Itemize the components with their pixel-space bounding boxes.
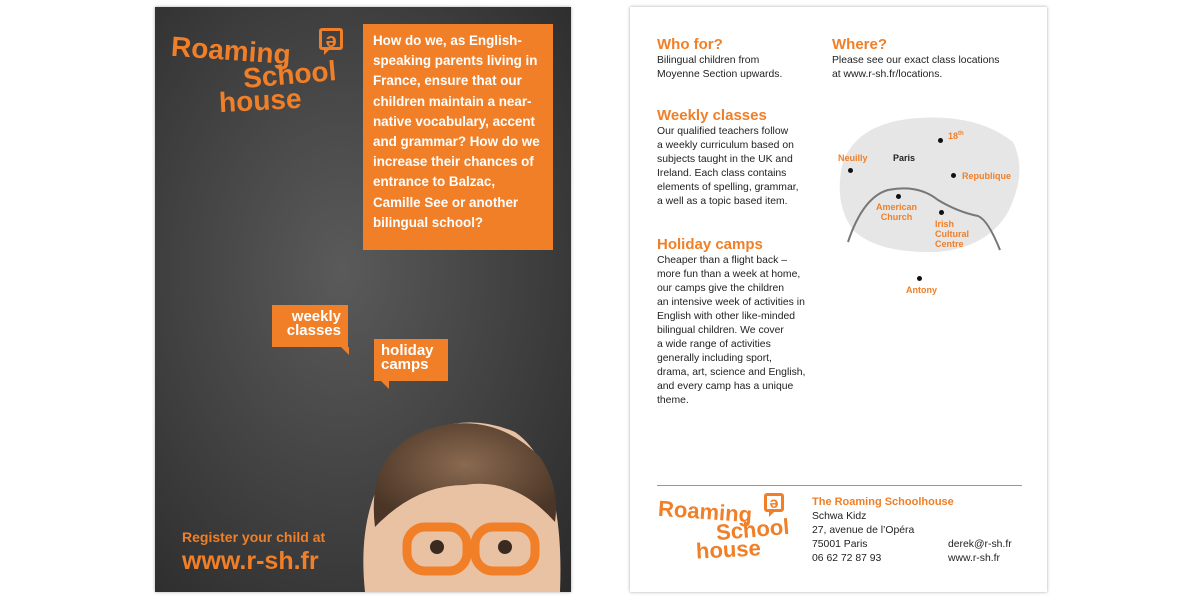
map-marker-18th [938, 138, 943, 143]
map-label-18th: 18th [948, 131, 964, 141]
bubble-holiday-line1: holiday [381, 342, 434, 359]
bubble-holiday-line2: camps [381, 356, 429, 373]
contact-address: Schwa Kidz 27, avenue de l’Opéra 75001 Paris 06 62 72 87 93 [812, 511, 915, 564]
map-label-neuilly: Neuilly [838, 153, 868, 163]
map-label-paris: Paris [893, 153, 916, 163]
contact-email[interactable]: derek@r-sh.fr [948, 539, 1012, 550]
where-text: Please see our exact class locations at www.r-sh.fr/locations. [832, 55, 1000, 80]
bubble-weekly-classes [272, 305, 348, 347]
website-link[interactable]: www.r-sh.fr [182, 547, 319, 575]
contact-web[interactable]: www.r-sh.fr [948, 553, 1000, 564]
logo-schwa-icon: ə [319, 28, 343, 50]
heading-weekly-classes: Weekly classes [657, 107, 767, 124]
paris-map [828, 112, 1028, 257]
logo-word-house: house [218, 82, 303, 119]
logo-word-roaming: Roaming [170, 30, 292, 71]
logo-word-roaming: Roaming [657, 495, 753, 528]
boy-photo [345, 407, 571, 592]
bubble-weekly-line1: weekly [291, 308, 341, 325]
map-label-irish-centre: Irish Cultural Centre [935, 219, 970, 249]
register-text: Register your child at [182, 529, 326, 545]
bubble-weekly-line2: classes [286, 322, 341, 339]
map-marker-american-church [896, 194, 901, 199]
weekly-classes-text: Our qualified teachers follow a weekly curriculum based on subjects taught in the UK and Ireland. Each class contains elements of spelling, grammar, a well as a topic based item. [657, 126, 799, 207]
logo-word-school: School [241, 54, 338, 95]
who-for-text: Bilingual children from Moyenne Section upwards. [657, 55, 783, 80]
heading-holiday-camps: Holiday camps [657, 236, 763, 253]
question-box: How do we, as English-speaking parents living in France, ensure that our children maintain a near-native vocabulary, accent and grammar? How do we increase their chances of entrance to Balzac, Camille See or another bilingual school? [363, 24, 553, 250]
logo-schwa-icon: ə [764, 493, 784, 512]
flyer-back [630, 7, 1047, 592]
map-label-american-church: American Church [876, 202, 918, 222]
map-marker-neuilly [848, 168, 853, 173]
holiday-camps-text: Cheaper than a flight back – more fun than a week at home, our camps give the children an intensive week of activities in English with other like-minded bilingual children. We cover a wide range of activities generally including sport, drama, art, science and English, and every camp has a unique theme. [657, 255, 806, 406]
map-label-republique: Republique [962, 171, 1011, 181]
heading-where: Where? [832, 36, 888, 53]
map-label-antony: Antony [906, 285, 937, 295]
contact-online [948, 538, 1012, 566]
map-marker-antony [917, 276, 922, 281]
contact-org: The Roaming Schoolhouse [812, 496, 954, 508]
logo-word-school: School [715, 513, 791, 546]
logo-word-house: house [695, 535, 762, 564]
flyer-front [155, 7, 571, 592]
bubble-holiday-camps [374, 339, 448, 381]
map-marker-republique [951, 173, 956, 178]
map-marker-irish-centre [939, 210, 944, 215]
heading-who-for: Who for? [657, 36, 723, 53]
divider [657, 485, 1022, 486]
